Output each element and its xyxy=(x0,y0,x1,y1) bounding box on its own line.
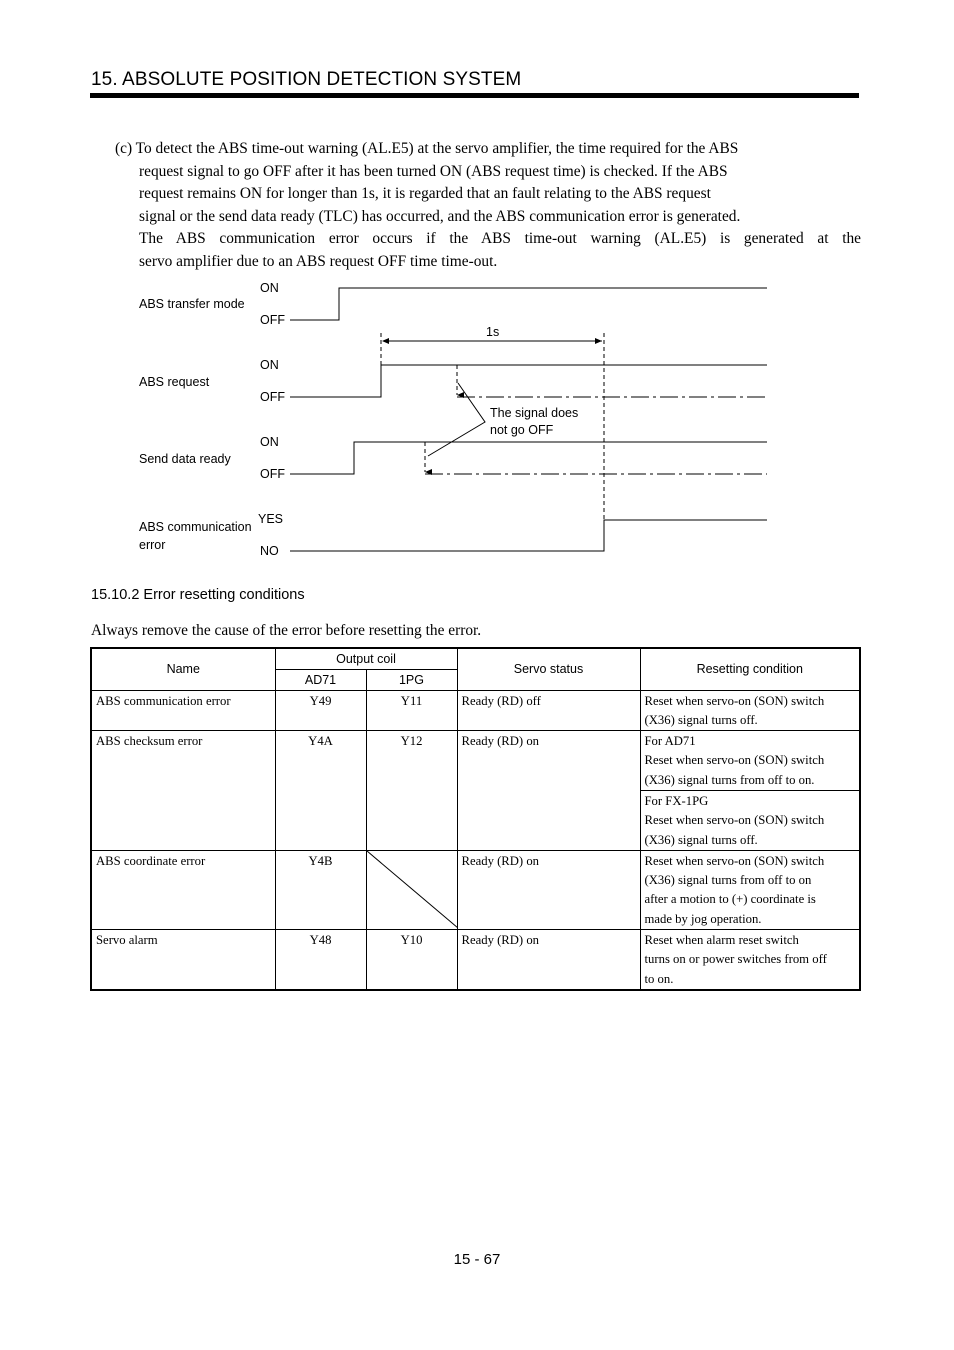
reset-line: For FX-1PG xyxy=(644,793,709,808)
cell-ad71: Y4A xyxy=(275,731,366,851)
reset-line: turns on or power switches from off xyxy=(644,952,827,967)
cell-name: Servo alarm xyxy=(91,930,275,990)
signal-label-abs-request: ABS request xyxy=(139,375,210,389)
waveform-send-data-ready xyxy=(290,442,767,474)
signal-label-send-data-ready: Send data ready xyxy=(139,452,231,466)
cell-servo-status: Ready (RD) on xyxy=(457,930,640,990)
cell-ad71: Y48 xyxy=(275,930,366,990)
signal-label-abs-comm-error-2: error xyxy=(139,538,166,552)
cell-resetting-condition xyxy=(640,850,860,929)
cell-name: ABS checksum error xyxy=(91,731,275,851)
cell-name: ABS communication error xyxy=(91,690,275,731)
cell-1pg: Y10 xyxy=(366,930,457,990)
interval-label-1s: 1s xyxy=(486,325,500,339)
table-row xyxy=(91,850,860,929)
col-header-resetting-condition: Resetting condition xyxy=(640,648,860,690)
col-header-name: Name xyxy=(91,648,275,690)
cell-name: ABS coordinate error xyxy=(91,850,275,929)
level-label-yes: YES xyxy=(258,512,284,526)
paragraph-line: signal or the send data ready (TLC) has occurred, and the ABS communication error is generated. xyxy=(139,207,741,225)
reset-line: Reset when servo-on (SON) switch xyxy=(644,753,825,768)
waveform-abs-request xyxy=(290,365,767,397)
error-resetting-table xyxy=(90,647,861,991)
reset-line: Reset when alarm reset switch xyxy=(644,933,799,948)
annotation-line-1: The signal does xyxy=(490,406,579,420)
reset-line: For AD71 xyxy=(644,734,696,749)
page-number: 15 - 67 xyxy=(453,1251,501,1268)
col-header-output-coil: Output coil xyxy=(275,648,457,669)
col-header-servo-status: Servo status xyxy=(457,648,640,690)
level-label-on: ON xyxy=(260,281,279,295)
level-label-on: ON xyxy=(260,435,279,449)
cell-resetting-condition xyxy=(640,790,860,850)
cell-1pg: Y12 xyxy=(366,731,457,851)
level-label-off: OFF xyxy=(260,390,285,404)
reset-line: (X36) signal turns from off to on xyxy=(644,873,812,888)
timing-chart xyxy=(0,0,954,570)
reset-line: after a motion to (+) coordinate is xyxy=(644,892,816,907)
reset-line: made by jog operation. xyxy=(644,911,762,926)
reset-line: to on. xyxy=(644,971,674,986)
cell-resetting-condition xyxy=(640,690,860,731)
col-header-1pg: 1PG xyxy=(366,669,457,690)
level-label-no: NO xyxy=(260,544,279,558)
paragraph-line: The ABS communication error occurs if the ABS time-out warning (AL.E5) is generated at the xyxy=(139,230,861,248)
table-row xyxy=(91,690,860,731)
signal-label-abs-comm-error: ABS communication xyxy=(139,520,252,534)
reset-line: Reset when servo-on (SON) switch xyxy=(644,853,825,868)
cell-servo-status: Ready (RD) off xyxy=(457,690,640,731)
col-header-ad71: AD71 xyxy=(275,669,366,690)
cell-ad71: Y4B xyxy=(275,850,366,929)
waveform-abs-transfer-mode xyxy=(290,288,767,320)
cell-resetting-condition xyxy=(640,731,860,791)
paragraph-line: request remains ON for longer than 1s, it is regarded that an fault relating to the ABS request xyxy=(139,185,711,203)
reset-line: (X36) signal turns off. xyxy=(644,832,758,847)
diagonal-slash xyxy=(367,851,458,929)
table-header-row xyxy=(91,648,860,669)
intro-text: Always remove the cause of the error before resetting the error. xyxy=(91,622,482,639)
signal-label-abs-transfer-mode: ABS transfer mode xyxy=(139,297,245,311)
cell-1pg: Y11 xyxy=(366,690,457,731)
cell-servo-status: Ready (RD) on xyxy=(457,731,640,851)
level-label-on: ON xyxy=(260,358,279,372)
cell-1pg-not-applicable xyxy=(366,850,457,929)
reset-line: (X36) signal turns from off to on. xyxy=(644,772,815,787)
cell-ad71: Y49 xyxy=(275,690,366,731)
paragraph-line: servo amplifier due to an ABS request OFF time time-out. xyxy=(139,252,498,270)
table-row xyxy=(91,930,860,990)
section-heading: 15.10.2 Error resetting conditions xyxy=(91,587,305,603)
table-row xyxy=(91,731,860,791)
cell-servo-status: Ready (RD) on xyxy=(457,850,640,929)
level-label-off: OFF xyxy=(260,467,285,481)
paragraph-line: (c) To detect the ABS time-out warning (AL.E5) at the servo amplifier, the time required for the ABS xyxy=(115,140,739,157)
cell-resetting-condition xyxy=(640,930,860,990)
reset-line: (X36) signal turns off. xyxy=(644,712,758,727)
level-label-off: OFF xyxy=(260,313,285,327)
waveform-abs-comm-error xyxy=(290,520,767,551)
paragraph-line: request signal to go OFF after it has been turned ON (ABS request time) is checked. If the ABS xyxy=(139,162,728,180)
page-header-title: 15. ABSOLUTE POSITION DETECTION SYSTEM xyxy=(91,69,522,90)
annotation-line-2: not go OFF xyxy=(490,423,554,437)
reset-line: Reset when servo-on (SON) switch xyxy=(644,813,825,828)
reset-line: Reset when servo-on (SON) switch xyxy=(644,693,825,708)
